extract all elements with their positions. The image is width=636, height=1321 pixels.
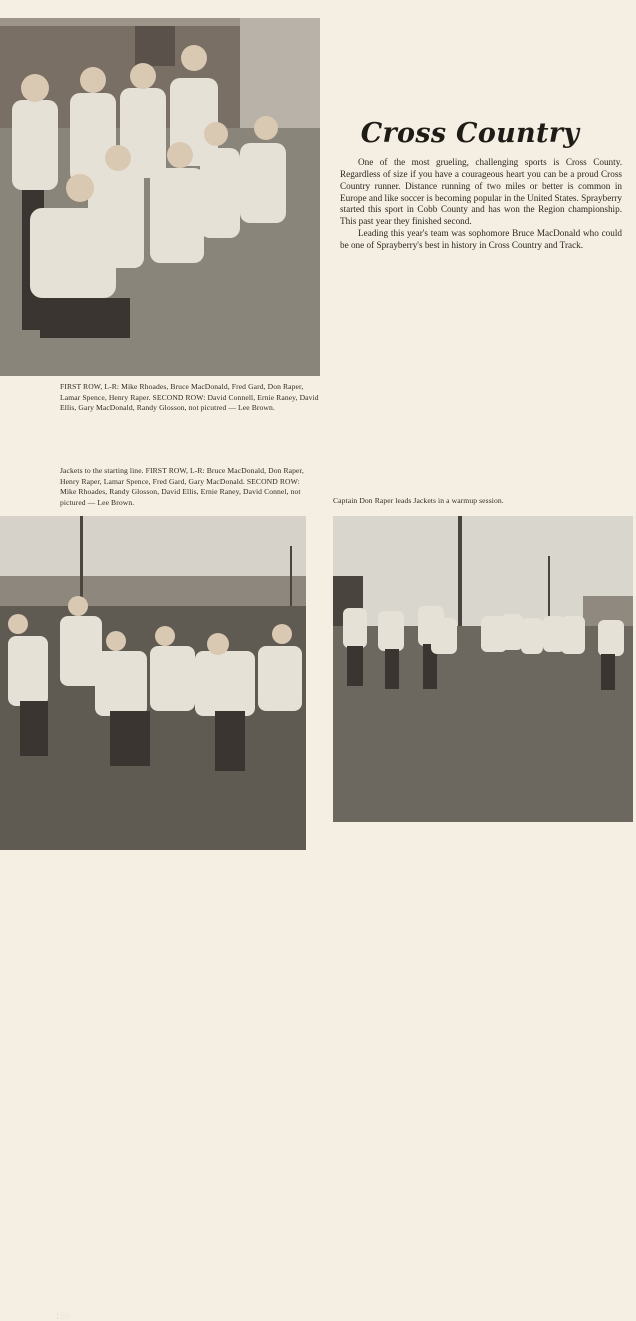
warmup-photo <box>333 516 633 822</box>
team-photo-caption: FIRST ROW, L-R: Mike Rhoades, Bruce MacDonald, Fred Gard, Don Raper, Lamar Spence, Henry Raper. SECOND ROW: David Connell, Ernie Raney, David Ellis, Gary MacDonald, Randy Glosson, not picutred — Lee Brown. <box>60 382 319 413</box>
body-paragraph: Leading this year's team was sophomore Bruce MacDonald who could be one of Sprayberry's best in history in Cross Country and Track. <box>340 228 622 250</box>
page-number: 150 <box>55 1311 71 1321</box>
team-photo <box>0 18 320 376</box>
starting-line-caption: Jackets to the starting line. FIRST ROW, L-R: Bruce MacDonald, Don Raper, Henry Raper, Lamar Spence, Fred Gard, Gary MacDonald. SECOND ROW: Mike Rhoades, Randy Glosson, David Ellis, Ernie Raney, David Connel, not pictured — Lee Brown. <box>60 466 304 507</box>
body-paragraph: One of the most grueling, challenging sports is Cross County. Regardless of size if you have a courageous heart you can be a proud Cross Country runner. Distance running of two miles or better is common in Europe and like soccer is becoming popular in the United States. Sprayberry started this sport in Cobb County and has won the Region championship. This past year they finished second. <box>340 157 622 227</box>
article-body <box>340 157 622 252</box>
warmup-caption: Captain Don Raper leads Jackets in a warmup session. <box>333 496 504 505</box>
starting-line-photo <box>0 516 306 1321</box>
page-title: Cross Country <box>360 118 580 149</box>
